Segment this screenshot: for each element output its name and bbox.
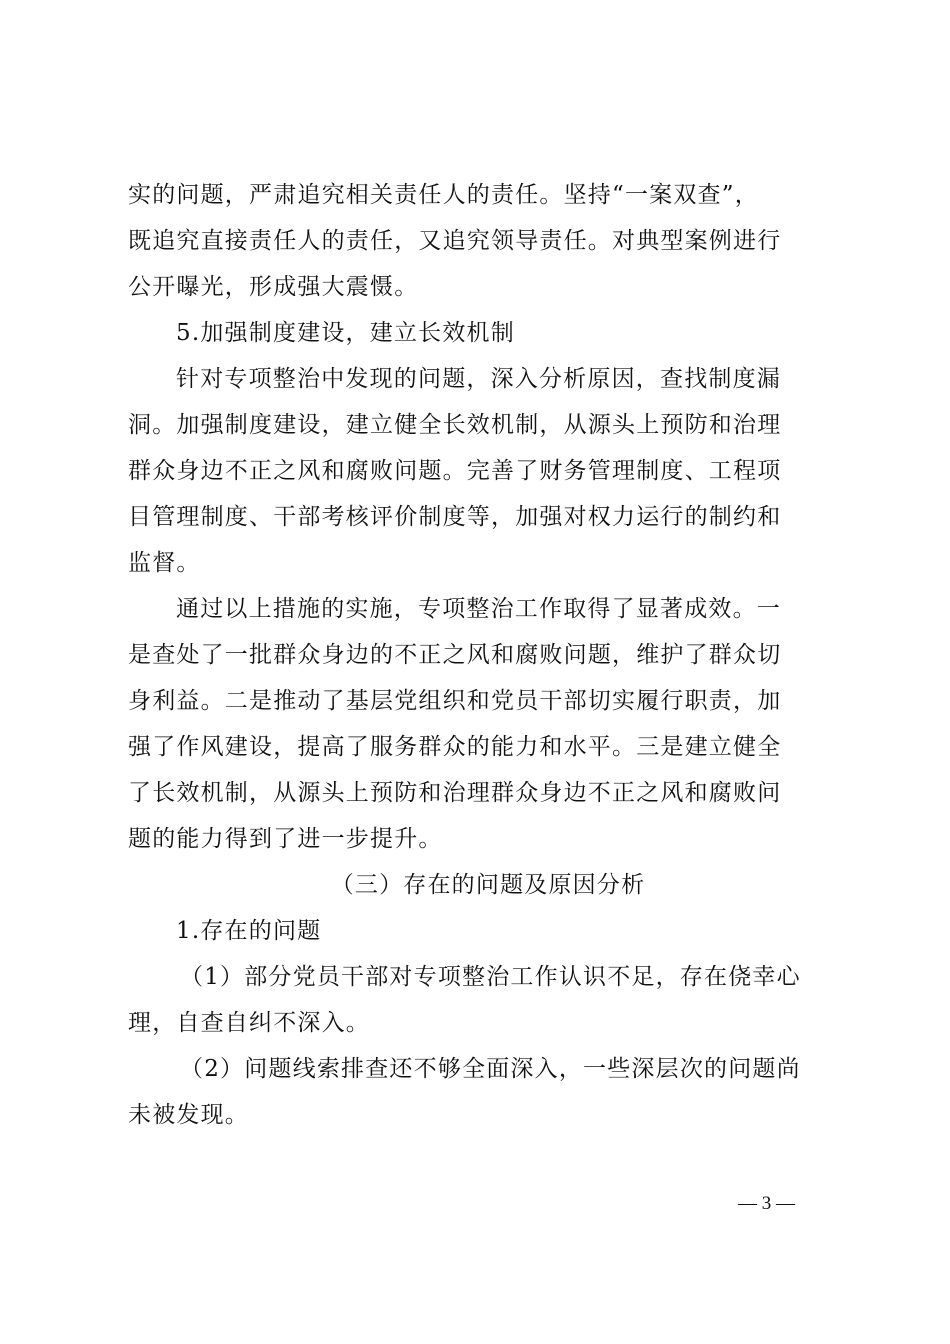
section-heading: 5.加强制度建设，建立长效机制 bbox=[176, 320, 515, 346]
paragraph-line: 通过以上措施的实施，专项整治工作取得了显著成效。一 bbox=[176, 596, 781, 622]
paragraph-line: 监督。 bbox=[128, 550, 201, 576]
paragraph-line: 实的问题，严肃追究相关责任人的责任。坚持“一案双查”， bbox=[128, 182, 759, 208]
page-number: — 3 — bbox=[738, 1193, 795, 1214]
section-heading: 1.存在的问题 bbox=[176, 918, 322, 944]
paragraph-line: 公开曝光，形成强大震慑。 bbox=[128, 274, 419, 300]
subsection-heading: （三）存在的问题及原因分析 bbox=[330, 872, 646, 898]
paragraph-line: 身利益。二是推动了基层党组织和党员干部切实履行职责，加 bbox=[128, 688, 782, 714]
paragraph-line: 洞。加强制度建设，建立健全长效机制，从源头上预防和治理 bbox=[128, 412, 782, 438]
paragraph-line: 是查处了一批群众身边的不正之风和腐败问题，维护了群众切 bbox=[128, 642, 782, 668]
paragraph-line: 群众身边不正之风和腐败问题。完善了财务管理制度、工程项 bbox=[128, 458, 782, 484]
document-body bbox=[128, 172, 824, 1138]
paragraph-line: 目管理制度、干部考核评价制度等，加强对权力运行的制约和 bbox=[128, 504, 782, 530]
paragraph-line: 针对专项整治中发现的问题，深入分析原因，查找制度漏 bbox=[176, 366, 781, 392]
paragraph-line: 了长效机制，从源头上预防和治理群众身边不正之风和腐败问 bbox=[128, 780, 782, 806]
paragraph-line: 既追究直接责任人的责任，又追究领导责任。对典型案例进行 bbox=[128, 228, 782, 254]
list-item: （1）部分党员干部对专项整治工作认识不足，存在侥幸心 bbox=[180, 964, 801, 990]
paragraph-line: 理，自查自纠不深入。 bbox=[128, 1010, 370, 1036]
list-item: （2）问题线索排查还不够全面深入，一些深层次的问题尚 bbox=[180, 1056, 801, 1082]
paragraph-line: 未被发现。 bbox=[128, 1102, 249, 1128]
paragraph-line: 强了作风建设，提高了服务群众的能力和水平。三是建立健全 bbox=[128, 734, 782, 760]
paragraph-line: 题的能力得到了进一步提升。 bbox=[128, 826, 443, 852]
